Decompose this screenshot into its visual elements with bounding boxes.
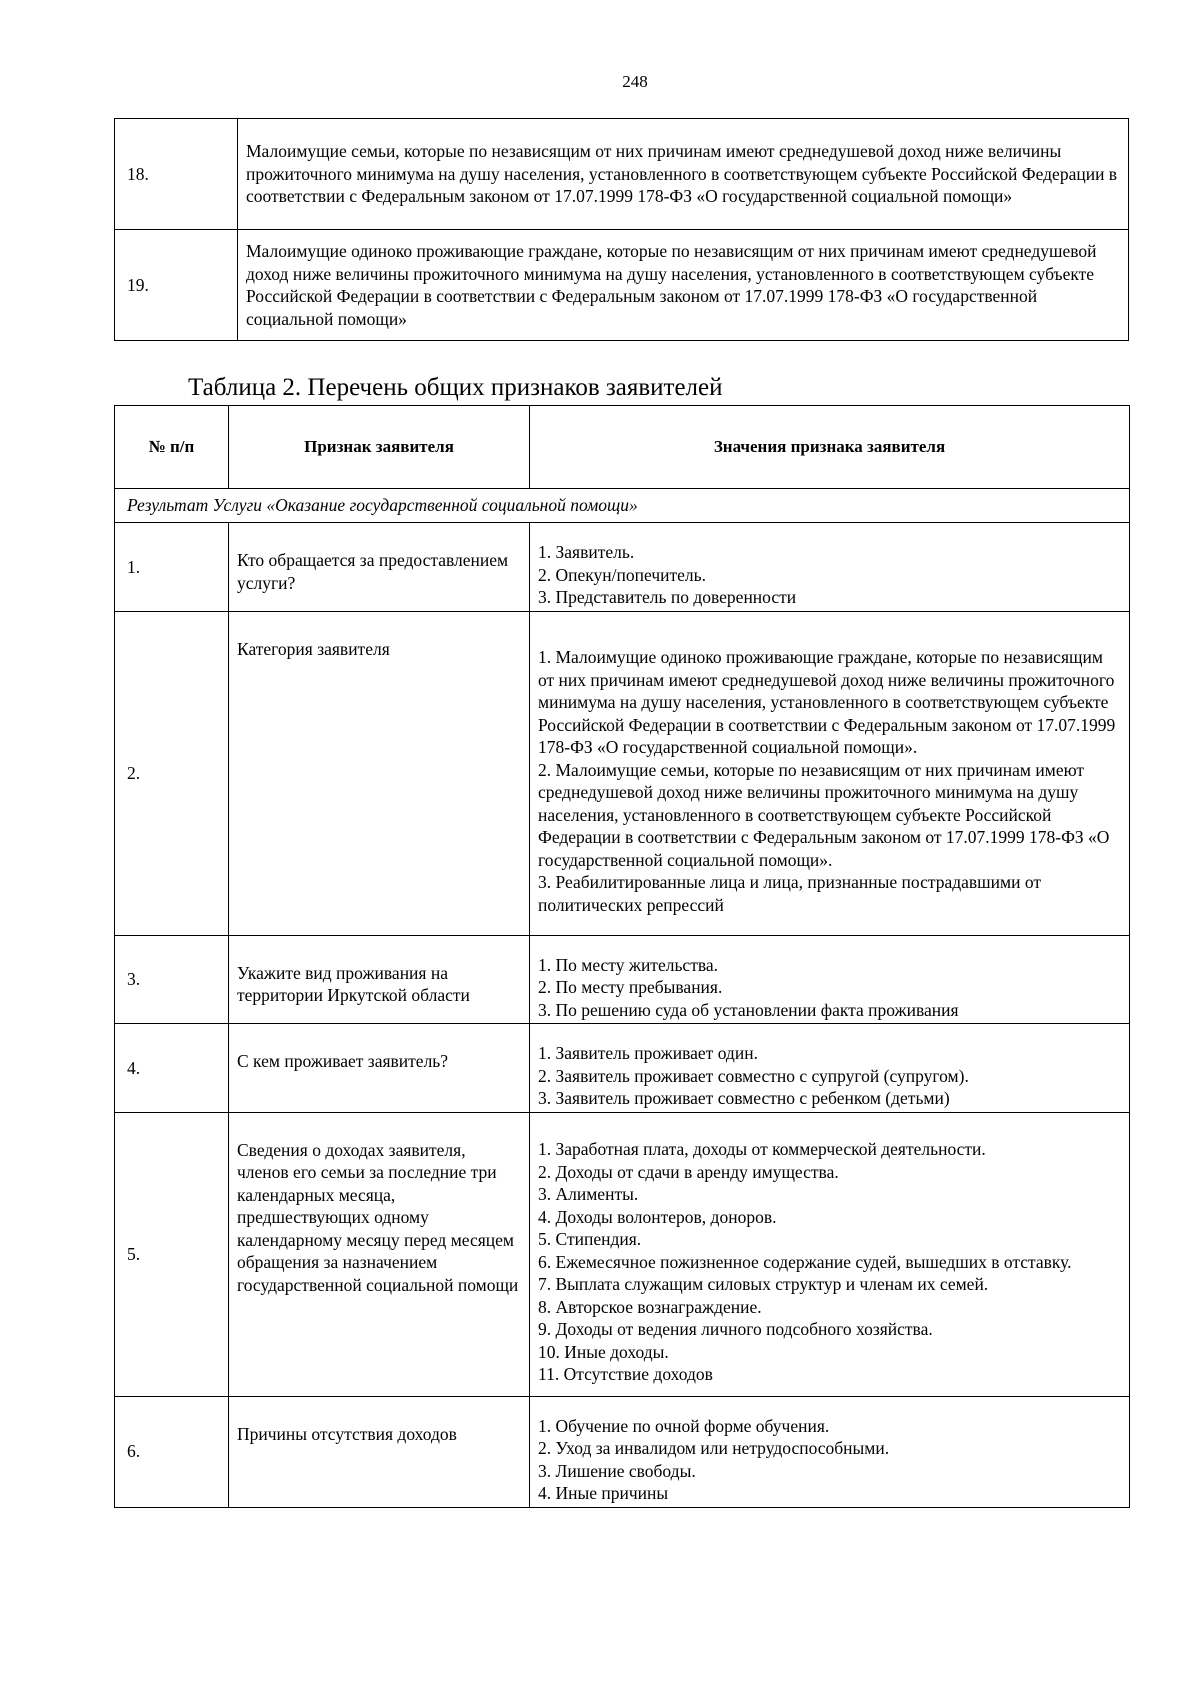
value-item: 3. Лишение свободы.	[538, 1460, 696, 1481]
header-number: № п/п	[115, 406, 229, 489]
value-item: 3. Заявитель проживает совместно с ребенком (детьми)	[538, 1088, 950, 1108]
header-criterion: Признак заявителя	[229, 406, 530, 489]
row-text: Малоимущие одиноко проживающие граждане, которые по независящим от них причинам имеют среднедушевой доход ниже величины прожиточного минимума на душу населения, установленного в соответствующем субъекте Российской Федерации в соответствии с Федеральным законом от 17.07.1999 178-ФЗ «О государственной социальной помощи»	[238, 230, 1129, 341]
value-item: 2. Заявитель проживает совместно с супругой (супругом).	[538, 1065, 969, 1086]
row-text: Малоимущие семьи, которые по независящим от них причинам имеют среднедушевой доход ниже величины прожиточного минимума на душу населения, установленного в соответствующем субъекте Российской Федерации в соответствии с Федеральным законом от 17.07.1999 178-ФЗ «О государственной социальной помощи»	[238, 119, 1129, 230]
value-item: 2. Доходы от сдачи в аренду имущества.	[538, 1161, 839, 1182]
row-values	[530, 1024, 1130, 1113]
table-row	[115, 523, 1130, 612]
row-number: 6.	[115, 1396, 229, 1507]
table-caption: Таблица 2. Перечень общих признаков заявителей	[188, 374, 723, 401]
page-number: 248	[622, 72, 648, 91]
row-number: 3.	[115, 935, 229, 1024]
table-continuation	[114, 118, 1129, 341]
value-item: 10. Иные доходы.	[538, 1341, 669, 1362]
value-item: 11. Отсутствие доходов	[538, 1364, 713, 1385]
row-values	[530, 1112, 1130, 1396]
value-item: 4. Иные причины	[538, 1483, 669, 1503]
applicant-features-table	[114, 405, 1130, 1508]
row-criterion: С кем проживает заявитель?	[229, 1024, 530, 1113]
value-item: 3. По решению суда об установлении факта проживания	[538, 999, 959, 1020]
section-title: Результат Услуги «Оказание государственной социальной помощи»	[115, 489, 1130, 523]
value-item: 5. Стипендия.	[538, 1229, 642, 1250]
table-header-row	[115, 406, 1130, 489]
table-body	[115, 523, 1130, 1508]
table-row	[115, 119, 1129, 230]
value-item: 4. Доходы волонтеров, доноров.	[538, 1206, 777, 1227]
value-item: 2. Малоимущие семьи, которые по независящим от них причинам имеют среднедушевой доход ниже величины прожиточного минимума на душу населения, установленного в соответствующем субъекте Российской Федерации в соответствии с Федеральным законом от 17.07.1999 178-ФЗ «О государственной социальной помощи».	[538, 759, 1114, 870]
row-number: 1.	[115, 523, 229, 612]
value-item: 9. Доходы от ведения личного подсобного хозяйства.	[538, 1319, 933, 1340]
row-values	[530, 935, 1130, 1024]
row-values	[530, 611, 1130, 935]
value-item: 1. По месту жительства.	[538, 954, 719, 975]
value-item: 3. Реабилитированные лица и лица, признанные пострадавшими от политических репрессий	[538, 872, 1046, 915]
value-item: 1. Заявитель проживает один.	[538, 1043, 758, 1063]
value-item: 1. Заявитель.	[538, 542, 635, 562]
row-criterion: Укажите вид проживания на территории Иркутской области	[229, 935, 530, 1024]
value-item: 6. Ежемесячное пожизненное содержание судей, вышедших в отставку.	[538, 1251, 1072, 1272]
value-item: 1. Обучение по очной форме обучения.	[538, 1415, 830, 1436]
value-item: 2. По месту пребывания.	[538, 977, 723, 997]
row-criterion: Сведения о доходах заявителя, членов его семьи за последние три календарных месяца, предшествующих одному календарному месяцу перед месяцем обращения за назначением государственной социальной помощи	[229, 1112, 530, 1396]
table-row	[115, 1024, 1130, 1113]
row-criterion: Причины отсутствия доходов	[229, 1396, 530, 1507]
row-values	[530, 1396, 1130, 1507]
row-number: 4.	[115, 1024, 229, 1113]
value-item: 1. Малоимущие одиноко проживающие граждане, которые по независящим от них причинам имеют среднедушевой доход ниже величины прожиточного минимума на душу населения, установленного в соответствующем субъекте Российской Федерации в соответствии с Федеральным законом от 17.07.1999 178-ФЗ «О государственной социальной помощи».	[538, 647, 1120, 757]
row-number: 19.	[115, 230, 238, 341]
row-values	[530, 523, 1130, 612]
value-item: 2. Уход за инвалидом или нетрудоспособными.	[538, 1438, 890, 1458]
row-number: 18.	[115, 119, 238, 230]
row-number: 5.	[115, 1112, 229, 1396]
value-item: 8. Авторское вознаграждение.	[538, 1296, 762, 1317]
value-item: 3. Представитель по доверенности	[538, 587, 797, 607]
table-row	[115, 230, 1129, 341]
table-row	[115, 1396, 1130, 1507]
value-item: 2. Опекун/попечитель.	[538, 564, 706, 585]
section-row	[115, 489, 1130, 523]
value-item: 3. Алименты.	[538, 1184, 639, 1205]
table-row	[115, 935, 1130, 1024]
row-criterion: Категория заявителя	[229, 611, 530, 935]
table-row	[115, 611, 1130, 935]
row-number: 2.	[115, 611, 229, 935]
value-item: 7. Выплата служащим силовых структур и членам их семей.	[538, 1274, 989, 1295]
header-values: Значения признака заявителя	[530, 406, 1130, 489]
row-criterion: Кто обращается за предоставлением услуги?	[229, 523, 530, 612]
table-row	[115, 1112, 1130, 1396]
value-item: 1. Заработная плата, доходы от коммерческой деятельности.	[538, 1139, 986, 1160]
